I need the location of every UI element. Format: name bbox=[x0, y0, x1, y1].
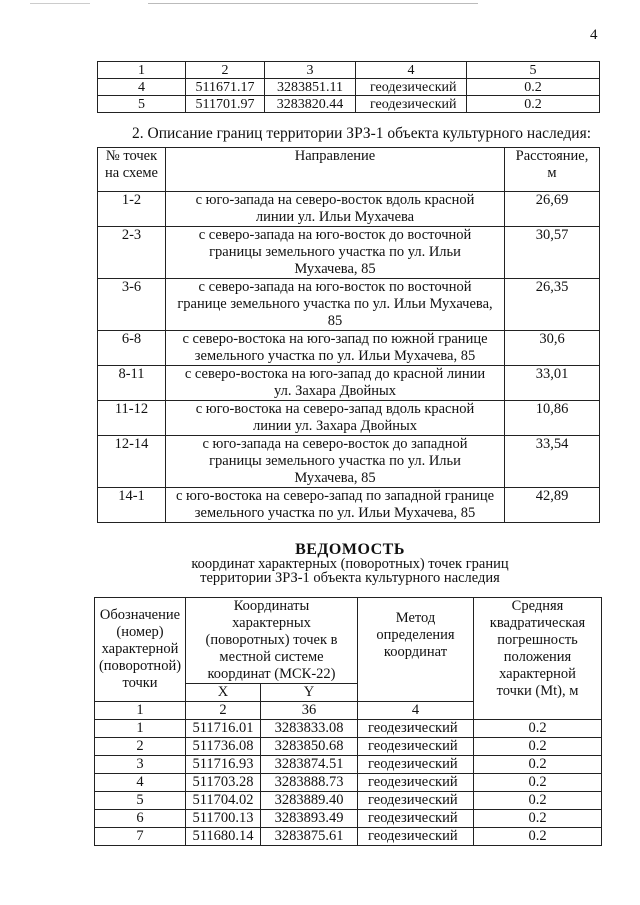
table-row bbox=[98, 436, 600, 488]
scan-edge-line bbox=[148, 3, 478, 4]
table-row bbox=[95, 774, 602, 792]
direction-cell bbox=[166, 401, 505, 436]
table-cell: 4 bbox=[358, 702, 474, 720]
direction-cell bbox=[166, 436, 505, 488]
table-row bbox=[95, 738, 602, 756]
distance-cell: 42,89 bbox=[505, 488, 600, 523]
section-title: 2. Описание границ территории ЗРЗ-1 объекта культурного наследия: bbox=[132, 125, 592, 142]
table-cell: 1 bbox=[98, 62, 186, 79]
points-cell: 11-12 bbox=[98, 401, 166, 436]
table-cell: геодезический bbox=[358, 828, 474, 846]
table-cell: 2 bbox=[186, 702, 261, 720]
direction-line: с северо-запада на юго-восток по восточной bbox=[198, 279, 472, 295]
points-cell: 1-2 bbox=[98, 192, 166, 227]
table-cell: 511716.93 bbox=[186, 756, 261, 774]
table-cell: 0.2 bbox=[474, 774, 602, 792]
table-cell: 511700.13 bbox=[186, 810, 261, 828]
direction-line: с юго-запада на северо-восток вдоль красной bbox=[195, 192, 475, 208]
table-row bbox=[98, 192, 600, 227]
table-row bbox=[95, 792, 602, 810]
table-row bbox=[98, 227, 600, 279]
distance-cell: 10,86 bbox=[505, 401, 600, 436]
table-cell: 2 bbox=[186, 62, 265, 79]
table-cell: 6 bbox=[95, 810, 186, 828]
header-points: № точек на схеме bbox=[98, 148, 166, 192]
table-cell: 511680.14 bbox=[186, 828, 261, 846]
direction-line: земельного участка по ул. Ильи Мухачева, 85 bbox=[194, 505, 476, 521]
table-cell: геодезический bbox=[358, 756, 474, 774]
table-row bbox=[95, 756, 602, 774]
table-cell: 3283850.68 bbox=[261, 738, 358, 756]
direction-line: границы земельного участка по ул. Ильи bbox=[209, 244, 461, 260]
table-row bbox=[98, 79, 600, 96]
vedomost-title: ВЕДОМОСТЬ bbox=[295, 541, 405, 558]
table-cell: геодезический bbox=[356, 79, 467, 96]
table-cell: 3 bbox=[265, 62, 356, 79]
direction-line: с юго-запада на северо-восток до западной bbox=[202, 436, 468, 452]
direction-line: с северо-востока на юго-запад до красной линии bbox=[184, 366, 486, 382]
table-cell: 1 bbox=[95, 702, 186, 720]
direction-cell bbox=[166, 331, 505, 366]
table-cell: геодезический bbox=[356, 96, 467, 113]
header-point-designation: Обозначение (номер) характерной (поворотной) точки bbox=[95, 598, 186, 702]
table-cell: 511736.08 bbox=[186, 738, 261, 756]
header-coordinates: Координаты характерных (поворотных) точек в местной системе координат (МСК-22) bbox=[186, 598, 358, 684]
header-method: Метод определения координат bbox=[358, 598, 474, 702]
table-cell: 5 bbox=[95, 792, 186, 810]
table-cell: геодезический bbox=[358, 792, 474, 810]
table-row bbox=[98, 401, 600, 436]
table-cell: 3283889.40 bbox=[261, 792, 358, 810]
table-cell: геодезический bbox=[358, 774, 474, 792]
distance-cell: 33,54 bbox=[505, 436, 600, 488]
direction-line: Мухачева, 85 bbox=[294, 261, 376, 277]
table-cell: 0.2 bbox=[474, 738, 602, 756]
points-cell: 12-14 bbox=[98, 436, 166, 488]
direction-cell bbox=[166, 279, 505, 331]
coordinates-table bbox=[94, 597, 602, 846]
table-row bbox=[98, 96, 600, 113]
table-cell: 4 bbox=[98, 79, 186, 96]
direction-line: с северо-запада на юго-восток до восточной bbox=[198, 227, 472, 243]
table-cell: 511704.02 bbox=[186, 792, 261, 810]
direction-line: границы земельного участка по ул. Ильи bbox=[209, 453, 461, 469]
direction-cell bbox=[166, 227, 505, 279]
points-cell: 3-6 bbox=[98, 279, 166, 331]
table-cell: 1 bbox=[95, 720, 186, 738]
direction-line: ул. Захара Двойных bbox=[273, 383, 396, 399]
header-direction: Направление bbox=[166, 148, 505, 192]
table-header-row bbox=[95, 598, 602, 684]
table-cell: 5 bbox=[98, 96, 186, 113]
table-cell: 3283888.73 bbox=[261, 774, 358, 792]
points-cell: 14-1 bbox=[98, 488, 166, 523]
direction-line: линии ул. Ильи Мухачева bbox=[255, 209, 415, 225]
header-y: Y bbox=[261, 684, 358, 702]
direction-line: 85 bbox=[327, 313, 343, 329]
table-cell: 511701.97 bbox=[186, 96, 265, 113]
table-cell: 511703.28 bbox=[186, 774, 261, 792]
table-cell: 3283833.08 bbox=[261, 720, 358, 738]
direction-cell bbox=[166, 192, 505, 227]
points-cell: 2-3 bbox=[98, 227, 166, 279]
header-error: Средняя квадратическая погрешность положения характерной точки (Mt), м bbox=[474, 598, 602, 720]
vedomost-subtitle: территории ЗРЗ-1 объекта культурного наследия bbox=[200, 570, 500, 586]
direction-cell bbox=[166, 488, 505, 523]
table-cell: геодезический bbox=[358, 720, 474, 738]
header-x: X bbox=[186, 684, 261, 702]
direction-line: границе земельного участка по ул. Ильи Мухачева, bbox=[177, 296, 493, 312]
distance-cell: 33,01 bbox=[505, 366, 600, 401]
table-cell: 7 bbox=[95, 828, 186, 846]
table-cell: 511716.01 bbox=[186, 720, 261, 738]
table-row bbox=[98, 488, 600, 523]
table-row bbox=[95, 720, 602, 738]
direction-line: линии ул. Захара Двойных bbox=[253, 418, 417, 434]
table-cell: 3283875.61 bbox=[261, 828, 358, 846]
table-cell: 0.2 bbox=[474, 828, 602, 846]
table-header-row bbox=[98, 62, 600, 79]
table-row bbox=[98, 279, 600, 331]
table-cell: 511671.17 bbox=[186, 79, 265, 96]
table-row bbox=[98, 331, 600, 366]
table-cell: 4 bbox=[356, 62, 467, 79]
vedomost-subtitle: координат характерных (поворотных) точек границ bbox=[191, 556, 509, 572]
table-cell: 0.2 bbox=[474, 810, 602, 828]
points-cell: 6-8 bbox=[98, 331, 166, 366]
scan-edge-line bbox=[30, 3, 90, 4]
page-number: 4 bbox=[590, 27, 598, 43]
table-cell: 3283893.49 bbox=[261, 810, 358, 828]
distance-cell: 26,35 bbox=[505, 279, 600, 331]
table-cell: 5 bbox=[467, 62, 600, 79]
header-distance: Расстояние, м bbox=[505, 148, 600, 192]
direction-line: земельного участка по ул. Ильи Мухачева, 85 bbox=[194, 348, 476, 364]
table-cell: геодезический bbox=[358, 810, 474, 828]
boundaries-table bbox=[97, 147, 600, 523]
table-cell: 0.2 bbox=[467, 96, 600, 113]
distance-cell: 26,69 bbox=[505, 192, 600, 227]
table-cell: 2 bbox=[95, 738, 186, 756]
table-cell: 3283820.44 bbox=[265, 96, 356, 113]
direction-line: с северо-востока на юго-запад по южной границе bbox=[182, 331, 488, 347]
table-cell: 0.2 bbox=[474, 720, 602, 738]
direction-line: Мухачева, 85 bbox=[294, 470, 376, 486]
table-row bbox=[95, 828, 602, 846]
table-cell: 4 bbox=[95, 774, 186, 792]
distance-cell: 30,6 bbox=[505, 331, 600, 366]
points-cell: 8-11 bbox=[98, 366, 166, 401]
table-cell: 36 bbox=[261, 702, 358, 720]
direction-cell bbox=[166, 366, 505, 401]
table-row bbox=[95, 810, 602, 828]
table-cell: 0.2 bbox=[467, 79, 600, 96]
table-cell: геодезический bbox=[358, 738, 474, 756]
table-cell: 3 bbox=[95, 756, 186, 774]
coordinates-table-continuation bbox=[97, 61, 600, 113]
table-header-row bbox=[98, 148, 600, 192]
table-cell: 0.2 bbox=[474, 756, 602, 774]
direction-line: с юго-востока на северо-запад вдоль красной bbox=[195, 401, 475, 417]
table-row bbox=[98, 366, 600, 401]
table-cell: 3283851.11 bbox=[265, 79, 356, 96]
direction-line: с юго-востока на северо-запад по западной границе bbox=[175, 488, 495, 504]
table-cell: 3283874.51 bbox=[261, 756, 358, 774]
distance-cell: 30,57 bbox=[505, 227, 600, 279]
table-cell: 0.2 bbox=[474, 792, 602, 810]
